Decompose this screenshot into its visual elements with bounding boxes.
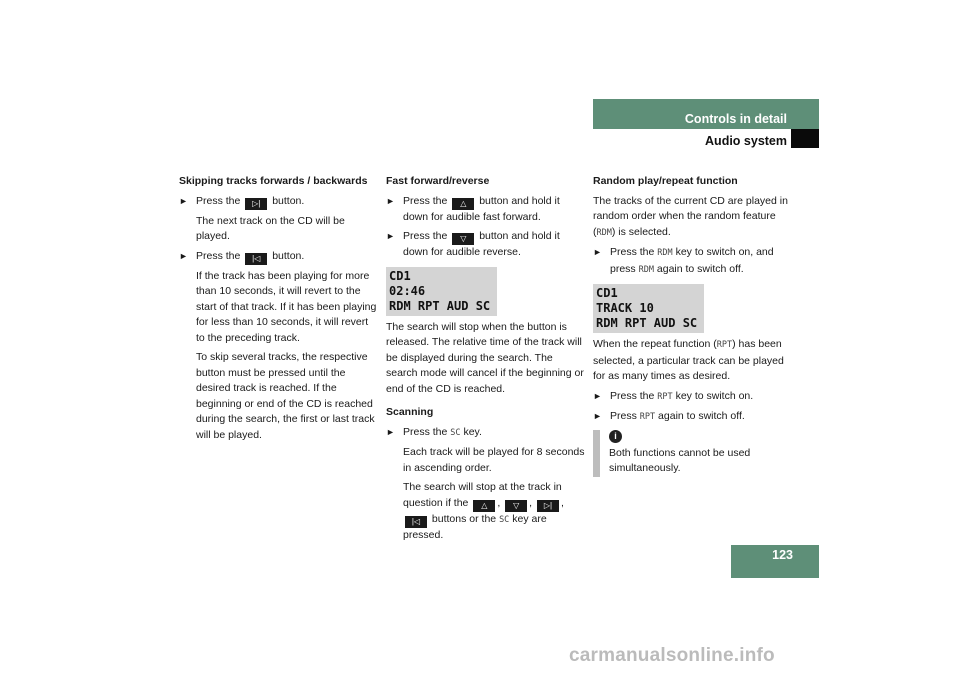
up-icon: △	[473, 500, 495, 512]
down-icon: ▽	[505, 500, 527, 512]
column-fast-forward	[386, 174, 586, 548]
watermark: carmanualsonline.info	[569, 645, 775, 666]
scan-text-2: The search will stop at the track in question if the △ , ▽ , ▷| , |◁ buttons or the SC key are pressed.	[403, 481, 564, 541]
arrow-icon: ►	[386, 426, 395, 437]
arrow-icon: ►	[593, 411, 602, 421]
lcd-display-track: CD1 TRACK 10 RDM RPT AUD SC	[593, 284, 704, 333]
text-prev-2: To skip several tracks, the respective button must be pressed until the desired track is reached. If the beginning or end of the CD is reached during the search, the first or last track will be played.	[196, 351, 375, 441]
down-icon: ▽	[452, 233, 474, 245]
heading-scanning: Scanning	[386, 406, 434, 418]
note-text: Both functions cannot be used simultaneously.	[609, 446, 751, 474]
bullet-rdm: ► Press the RDM key to switch on, and press RDM again to switch off.	[593, 246, 774, 275]
bullet-next: ► Press the ▷| button.	[179, 194, 305, 208]
bullet-rew: ► Press the ▽ button and hold it down for audible reverse.	[386, 230, 560, 258]
text-prev-1: If the track has been playing for more than 10 seconds, it will revert to the start of that track. If it has been playing for less than 10 seconds, it will revert to the preceding track.	[196, 269, 377, 344]
info-icon: i	[609, 430, 622, 443]
heading-ffwd: Fast forward/reverse	[386, 175, 490, 187]
skip-back-icon: |◁	[405, 516, 427, 528]
heading-skipping: Skipping tracks forwards / backwards	[179, 175, 368, 187]
skip-forward-icon: ▷|	[537, 500, 559, 512]
skip-forward-icon: ▷|	[245, 198, 267, 210]
page-number: 123	[731, 545, 819, 578]
bullet-rpt-on: ► Press the RPT key to switch on.	[593, 389, 793, 406]
random-paragraph: The tracks of the current CD are played in random order when the random feature (RDM) is selected.	[593, 194, 788, 238]
subsection-title: Audio system	[705, 134, 787, 148]
heading-random: Random play/repeat function	[593, 175, 738, 187]
skip-back-icon: |◁	[245, 253, 267, 265]
column-random-repeat	[593, 174, 793, 477]
arrow-icon: ►	[386, 231, 395, 241]
bullet-ff: ► Press the △ button and hold it down for audible fast forward.	[386, 194, 560, 223]
lcd-display-time: CD1 02:46 RDM RPT AUD SC	[386, 267, 497, 316]
bullet-prev: ► Press the |◁ button.	[179, 249, 305, 263]
section-title: Controls in detail	[684, 112, 787, 126]
header-marker	[791, 129, 819, 148]
arrow-icon: ►	[593, 247, 602, 257]
scan-text-1: Each track will be played for 8 seconds in ascending order.	[403, 446, 585, 474]
info-note	[593, 430, 793, 477]
repeat-paragraph: When the repeat function (RPT) has been selected, a particular track can be played for as many times as desired.	[593, 338, 784, 382]
page-header	[593, 99, 819, 148]
text-next: The next track on the CD will be played.	[196, 214, 345, 242]
bullet-scan: ► Press the SC key.	[386, 425, 586, 442]
search-paragraph: The search will stop when the button is released. The relative time of the track will be displayed during the search. The search mode will cancel if the beginning or end of the CD is reached.	[386, 320, 584, 395]
arrow-icon: ►	[179, 195, 188, 206]
arrow-icon: ►	[593, 390, 602, 401]
arrow-icon: ►	[179, 250, 188, 261]
column-skipping	[179, 174, 379, 447]
bullet-rpt-off: ► Press RPT again to switch off.	[593, 409, 793, 426]
up-icon: △	[452, 198, 474, 210]
arrow-icon: ►	[386, 195, 395, 206]
